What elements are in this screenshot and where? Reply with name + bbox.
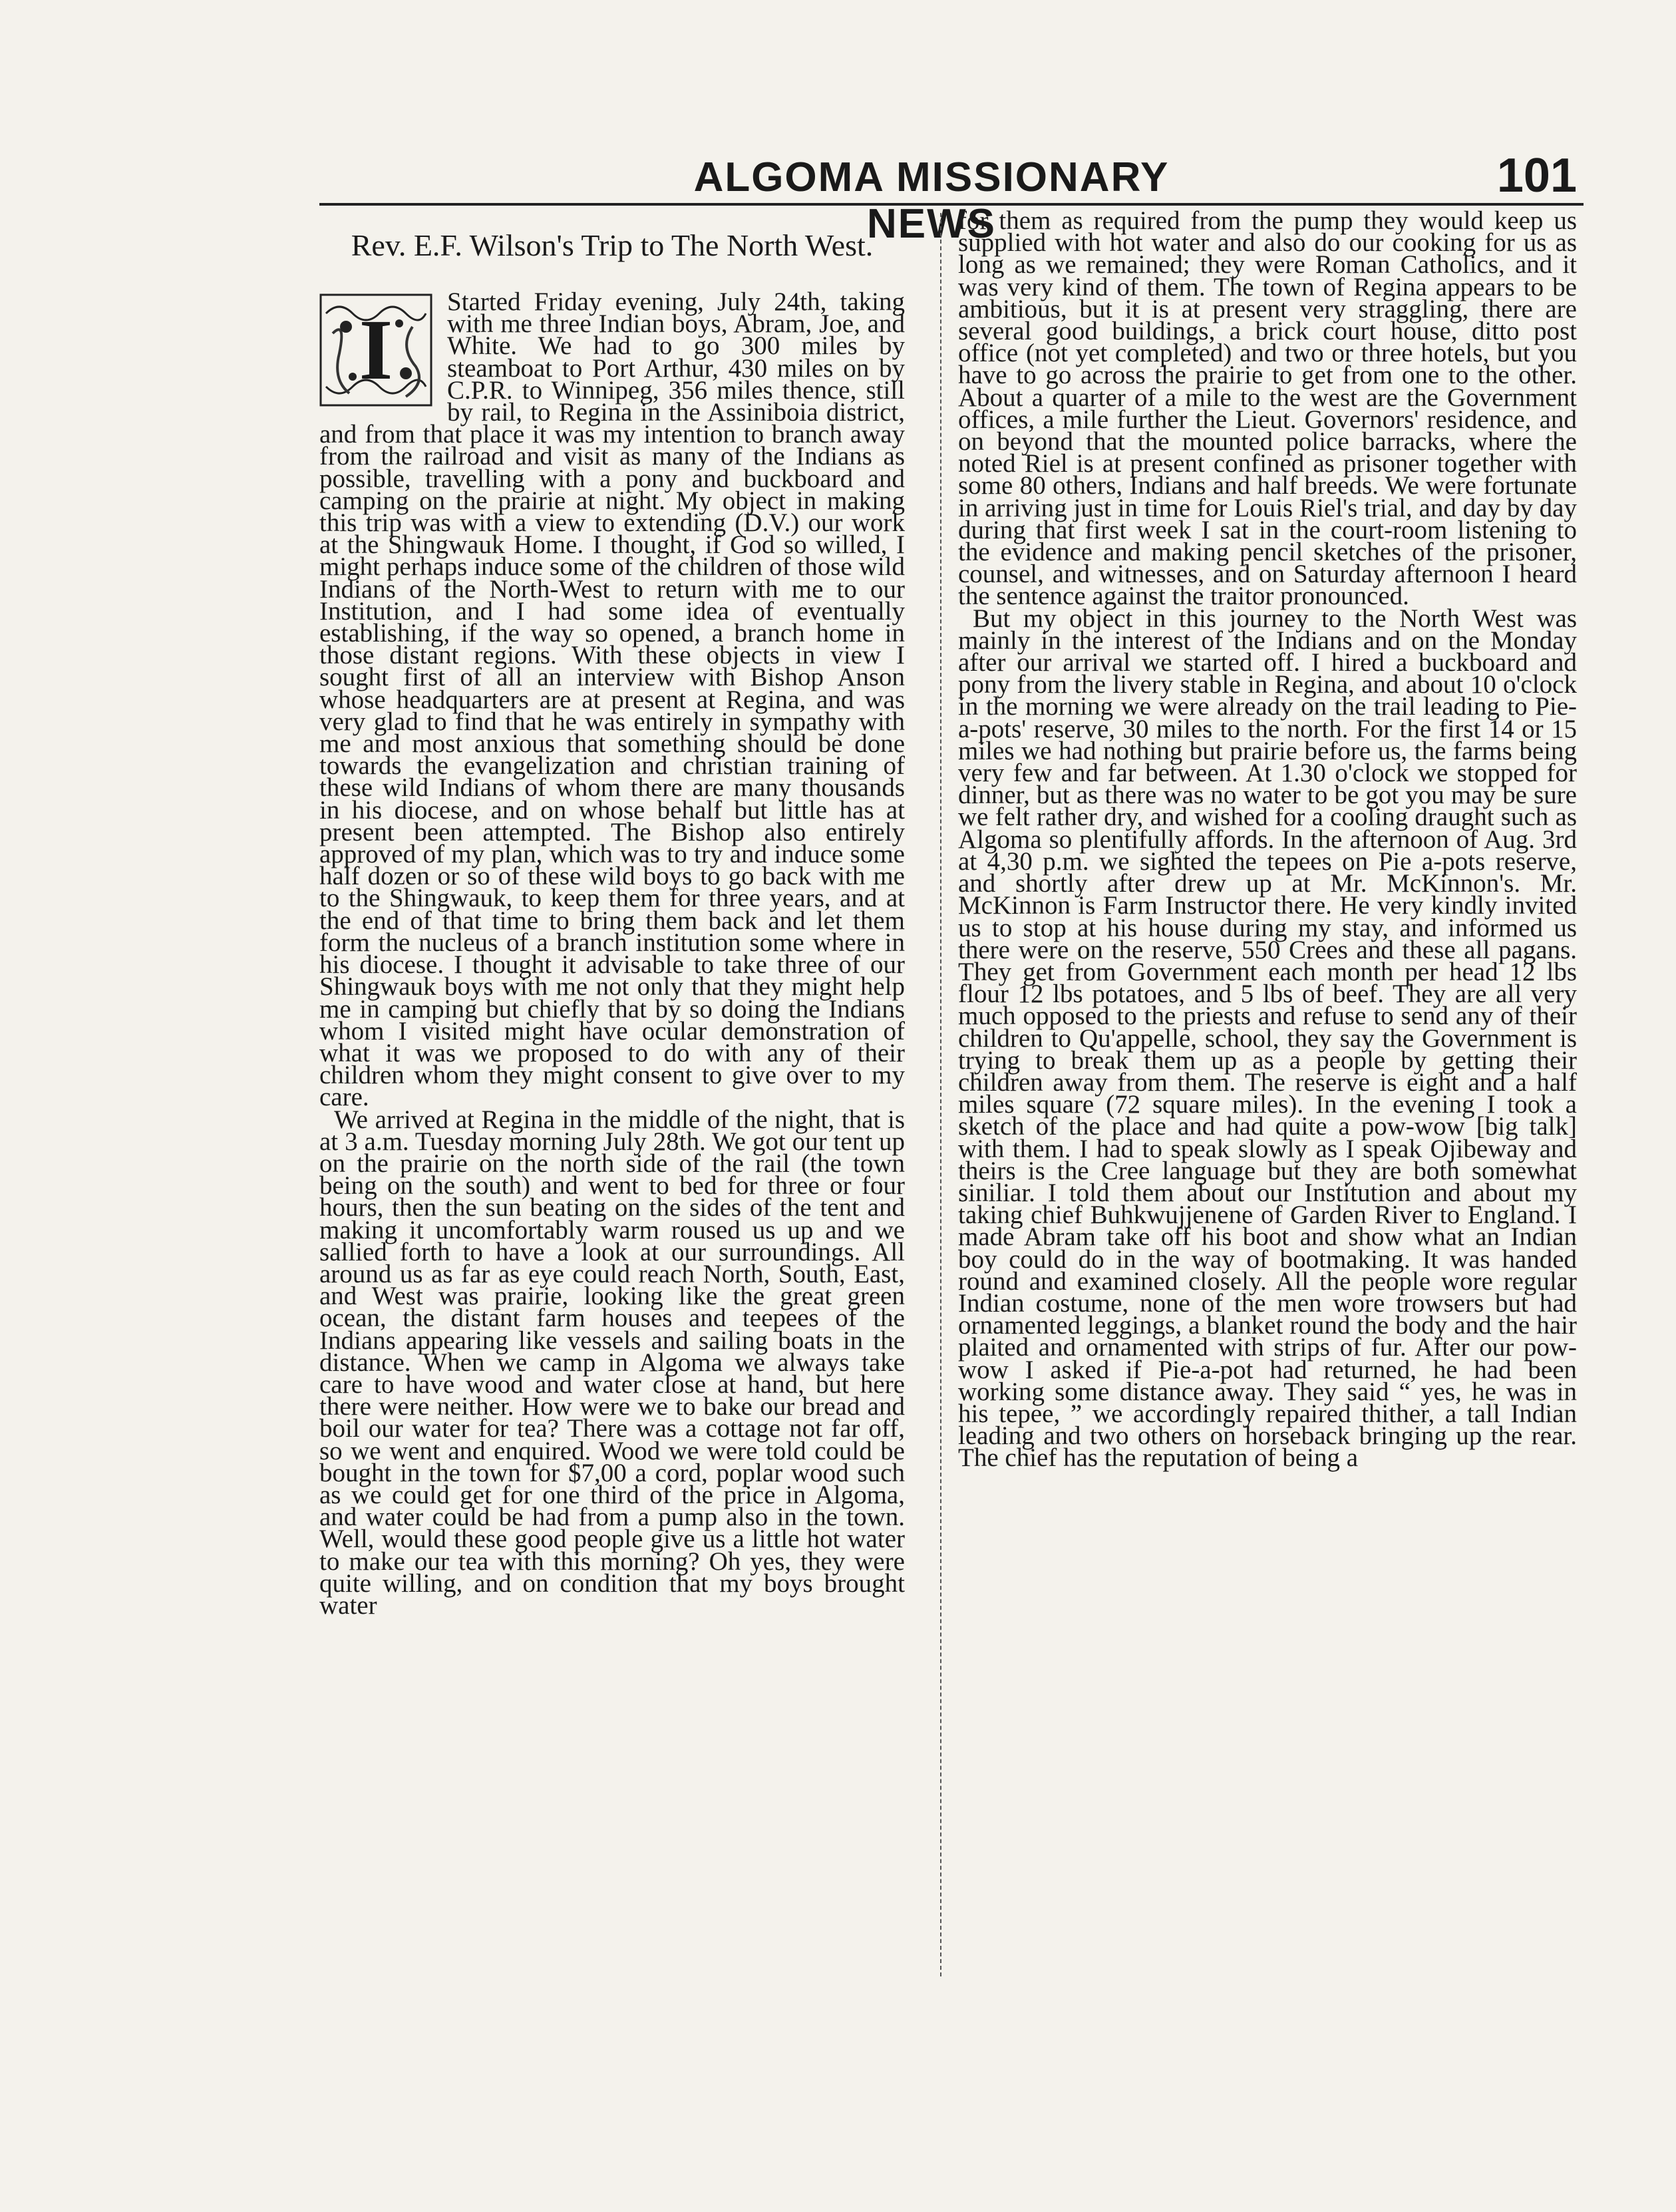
- paragraph: for them as required from the pump they would keep us supplied with hot water and also do our cooking for us as long as we remained; they were Roman Catholics, and it was very kind of them. The town of Regina appears to be ambitious, but it is at present very straggling, there are several good buildings, a brick court house, ditto post office (not yet completed) and two or three hotels, but you have to go across the prairie to get from one to the other. About a quarter of a mile to the west are the Government offices, a mile further the Lieut. Governors' residence, and on beyond that the mounted police barracks, where the noted Riel is at present confined as prisoner together with some 80 others, Indians and half breeds. We were fortunate in arriving just in time for Louis Riel's trial, and day by day during that first week I sat in the court-room listening to the evidence and making pencil sketches of the prisoner, counsel, and witnesses, and on Saturday afternoon I heard the sentence against the traitor pronounced.: [958, 206, 1577, 611]
- right-column: [958, 206, 1577, 1473]
- drop-cap-letter: I: [359, 302, 393, 398]
- paragraph: We arrived at Regina in the middle of the night, that is at 3 a.m. Tuesday morning July 28th. We got our tent up on the prairie on the north side of the rail (the town being on the south) and went to bed for three or four hours, then the sun beating on the sides of the tent and making it uncomfortably warm roused us up and we sallied forth to have a look at our surroundings. All around us as far as eye could reach North, South, East, and West was prairie, looking like the great green ocean, the distant farm houses and teepees of the Indians appearing like vessels and sailing boats in the distance. When we camp in Algoma we always take care to have wood and water close at hand, but here there were neither. How were we to bake our bread and boil our water for tea? There was a cottage not far off, so we went and enquired. Wood we were told could be bought in the town for $7,00 a cord, poplar wood such as we could get for one third of the price in Algoma, and water could be had from a pump also in the town. Well, would these good people give us a little hot water to make our tea with this morning? Oh yes, they were quite willing, and on condition that my boys brought water: [319, 1105, 905, 1620]
- left-column: [319, 210, 905, 1620]
- header-rule: [319, 203, 1584, 206]
- ornamental-drop-cap-icon: [319, 293, 432, 407]
- paragraph: Started Friday evening, July 24th, taking with me three Indian boys, Abram, Joe, and White. We had to go 300 miles by steamboat to Port Arthur, 430 miles on by C.P.R. to Winnipeg, 356 miles thence, still by rail, to Regina in the Assiniboia district, and from that place it was my intention to branch away from the railroad and visit as many of the Indians as possible, travelling with a pony and buckboard and camping on the prairie at night. My object in making this trip was with a view to extending (D.V.) our work at the Shingwauk Home. I thought, if God so willed, I might perhaps induce some of the children of those wild Indians of the North-West to return with me to our Institution, and I had some idea of eventually establishing, if the way so opened, a branch home in those distant regions. With these objects in view I sought first of all an interview with Bishop Anson whose headquarters are at present at Regina, and was very glad to find that he was entirely in sympathy with me and most anxious that something should be done towards the evangelization and christian training of these wild Indians of whom there are many thousands in his diocese, and on whose behalf but little has at present been attempted. The Bishop also entirely approved of my plan, which was to try and induce some half dozen or so of these wild boys to go back with me to the Shingwauk, to keep them for three years, and at the end of that time to bring them back and let them form the nucleus of a branch institution some where in his diocese. I thought it advisable to take three of our Shingwauk boys with me not only that they might help me in camping but chiefly that by so doing the Indians whom I visited might have ocular demonstration of what it was we proposed to do with any of their children whom they might consent to give over to my care.: [319, 287, 905, 1112]
- paragraph: But my object in this journey to the North West was mainly in the interest of the Indians and on the Monday after our arrival we started off. I hired a buckboard and pony from the livery stable in Regina, and about 10 o'clock in the morning we were already on the trail leading to Pie-a-pots' reserve, 30 miles to the north. For the first 14 or 15 miles we had nothing but prairie before us, the farms being very few and far between. At 1.30 o'clock we stopped for dinner, but as there was no water to be got you may be sure we felt rather dry, and wished for a cooling draught such as Algoma so plentifully affords. In the afternoon of Aug. 3rd at 4,30 p.m. we sighted the tepees on Pie a-pots reserve, and shortly after drew up at Mr. McKinnon's. Mr. McKinnon is Farm Instructor there. He very kindly invited us to stop at his house during my stay, and informed us there were on the reserve, 550 Crees and these all pagans. They get from Government each month per head 12 lbs flour 12 lbs potatoes, and 5 lbs of beef. They are all very much opposed to the priests and refuse to send any of their children to Qu'appelle, school, they say the Government is trying to break them up as a people by getting their children away from them. The reserve is eight and a half miles square (72 square miles). In the evening I took a sketch of the place and had quite a pow-wow [big talk] with them. I had to speak slowly as I speak Ojibeway and theirs is the Cree language but they are both somewhat siniliar. I told them about our Institution and about my taking chief Buhkwujjenene of Garden River to England. I made Abram take off his boot and show what an Indian boy could do in the way of bootmaking. It was handed round and examined closely. All the people wore regular Indian costume, none of the men wore trowsers but had ornamented leggings, a blanket round the body and the hair plaited and ornamented with strips of fur. After our pow-wow I asked if Pie-a-pot had returned, he had been working some distance away. They said “ yes, he was in his tepee, ” we accordingly repaired thither, a tall Indian leading and two others on horseback bringing up the rear. The chief has the reputation of being a: [958, 604, 1577, 1473]
- article-title: Rev. E.F. Wilson's Trip to The North West.: [351, 228, 874, 262]
- page-header-title: ALGOMA MISSIONARY NEWS: [693, 154, 1170, 247]
- column-divider: [940, 213, 941, 1976]
- page-number: 101: [1496, 149, 1577, 202]
